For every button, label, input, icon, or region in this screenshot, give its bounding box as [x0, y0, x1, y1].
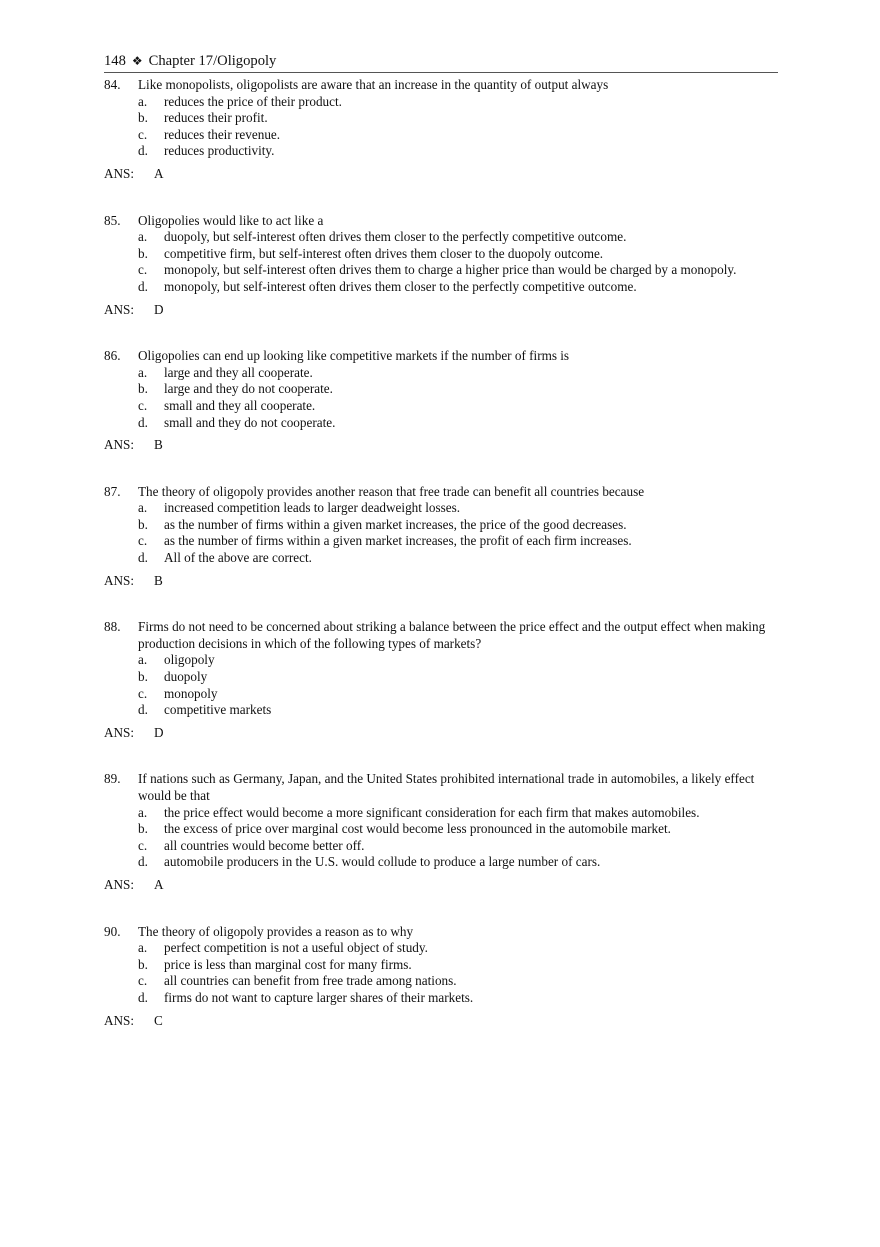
option-text: monopoly, but self-interest often drives them closer to the perfectly competitive outcome. — [164, 278, 637, 294]
option-list — [138, 229, 778, 295]
answer-line — [104, 1013, 778, 1030]
answer-line — [104, 437, 778, 454]
question-block — [104, 924, 778, 1030]
answer-option — [138, 990, 778, 1007]
answer-option — [138, 517, 778, 534]
question-text: The theory of oligopoly provides a reason as to why — [138, 923, 414, 939]
option-text: all countries can benefit from free trade among nations. — [164, 973, 457, 989]
question-stem — [104, 213, 778, 230]
question-stem — [104, 484, 778, 501]
answer-option — [138, 279, 778, 296]
option-text: as the number of firms within a given market increases, the profit of each firm increases. — [164, 533, 632, 549]
option-text: the excess of price over marginal cost would become less pronounced in the automobile market. — [164, 821, 671, 837]
question-stem — [104, 924, 778, 941]
option-text: automobile producers in the U.S. would collude to produce a large number of cars. — [164, 854, 601, 870]
answer-option — [138, 821, 778, 838]
option-text: competitive firm, but self-interest often drives them closer to the duopoly outcome. — [164, 245, 604, 261]
option-text: monopoly — [164, 685, 218, 701]
option-text: All of the above are correct. — [164, 550, 312, 566]
answer-option — [138, 702, 778, 719]
answer-option — [138, 365, 778, 382]
answer-label: ANS: — [104, 301, 135, 317]
option-list — [138, 94, 778, 160]
question-stem — [104, 77, 778, 94]
option-text: perfect competition is not a useful object of study. — [164, 940, 428, 956]
answer-label: ANS: — [104, 1012, 135, 1028]
answer-option — [138, 652, 778, 669]
option-text: increased competition leads to larger deadweight losses. — [164, 500, 461, 516]
option-letter: b. — [138, 821, 148, 837]
answer-option — [138, 415, 778, 432]
option-letter: c. — [138, 685, 148, 701]
option-text: as the number of firms within a given market increases, the price of the good decreases. — [164, 516, 627, 532]
option-text: small and they all cooperate. — [164, 397, 316, 413]
option-letter: d. — [138, 550, 148, 566]
option-letter: a. — [138, 364, 148, 380]
chapter-title: Chapter 17/Oligopoly — [148, 53, 277, 69]
option-text: reduces their revenue. — [164, 126, 281, 142]
answer-option — [138, 940, 778, 957]
answer-option — [138, 246, 778, 263]
answer-option — [138, 973, 778, 990]
question-block — [104, 348, 778, 454]
option-text: oligopoly — [164, 652, 215, 668]
option-letter: c. — [138, 973, 148, 989]
option-letter: d. — [138, 278, 148, 294]
answer-option — [138, 686, 778, 703]
answer-option — [138, 957, 778, 974]
option-text: large and they do not cooperate. — [164, 381, 333, 397]
answer-option — [138, 533, 778, 550]
answer-line — [104, 166, 778, 183]
option-text: the price effect would become a more significant consideration for each firm that makes automobiles. — [164, 804, 700, 820]
option-letter: d. — [138, 143, 148, 159]
option-letter: a. — [138, 500, 148, 516]
question-stem — [104, 619, 778, 652]
answer-option — [138, 127, 778, 144]
option-text: reduces productivity. — [164, 143, 275, 159]
question-spacer — [104, 894, 778, 920]
diamond-icon: ❖ — [131, 54, 143, 68]
option-list — [138, 652, 778, 718]
answer-option — [138, 854, 778, 871]
question-list — [104, 77, 778, 1029]
question-block — [104, 77, 778, 183]
option-letter: b. — [138, 245, 148, 261]
answer-value: B — [154, 437, 163, 453]
option-letter: a. — [138, 652, 148, 668]
question-number: 88. — [104, 619, 121, 635]
option-list — [138, 500, 778, 566]
option-text: competitive markets — [164, 702, 272, 718]
answer-value: D — [154, 301, 164, 317]
option-text: price is less than marginal cost for many firms. — [164, 956, 412, 972]
answer-option — [138, 229, 778, 246]
option-text: duopoly, but self-interest often drives them closer to the perfectly competitive outcome. — [164, 229, 627, 245]
option-letter: a. — [138, 804, 148, 820]
question-text: Oligopolies can end up looking like competitive markets if the number of firms is — [138, 348, 570, 364]
question-spacer — [104, 318, 778, 344]
option-list — [138, 940, 778, 1006]
answer-option — [138, 550, 778, 567]
question-number: 89. — [104, 771, 121, 787]
option-letter: c. — [138, 262, 148, 278]
option-letter: d. — [138, 414, 148, 430]
question-number: 85. — [104, 212, 121, 228]
option-letter: b. — [138, 381, 148, 397]
option-letter: c. — [138, 397, 148, 413]
answer-label: ANS: — [104, 437, 135, 453]
option-letter: b. — [138, 956, 148, 972]
answer-value: A — [154, 876, 164, 892]
option-text: small and they do not cooperate. — [164, 414, 336, 430]
option-letter: b. — [138, 516, 148, 532]
answer-value: C — [154, 1012, 163, 1028]
page — [104, 52, 778, 1029]
option-letter: a. — [138, 229, 148, 245]
option-letter: a. — [138, 93, 148, 109]
option-letter: c. — [138, 126, 148, 142]
question-number: 86. — [104, 348, 121, 364]
answer-label: ANS: — [104, 165, 135, 181]
question-number: 90. — [104, 923, 121, 939]
question-text: Oligopolies would like to act like a — [138, 212, 324, 228]
question-spacer — [104, 741, 778, 767]
question-text: Firms do not need to be concerned about striking a balance between the price effect and the output effect when making production decisions in which of the following types of markets? — [138, 619, 766, 651]
question-text: Like monopolists, oligopolists are aware that an increase in the quantity of output always — [138, 77, 609, 92]
option-text: large and they all cooperate. — [164, 364, 313, 380]
question-text: The theory of oligopoly provides another reason that free trade can benefit all countries because — [138, 483, 645, 499]
option-text: all countries would become better off. — [164, 837, 365, 853]
answer-line — [104, 725, 778, 742]
question-block — [104, 484, 778, 590]
option-text: monopoly, but self-interest often drives them to charge a higher price than would be charged by a monopoly. — [164, 262, 737, 278]
answer-value: B — [154, 572, 163, 588]
question-spacer — [104, 454, 778, 480]
option-text: duopoly — [164, 669, 208, 685]
option-letter: d. — [138, 989, 148, 1005]
question-spacer — [104, 589, 778, 615]
option-text: reduces their profit. — [164, 110, 268, 126]
page-header — [104, 52, 778, 73]
answer-label: ANS: — [104, 724, 135, 740]
question-number: 84. — [104, 77, 121, 92]
question-stem — [104, 348, 778, 365]
answer-line — [104, 877, 778, 894]
answer-option — [138, 398, 778, 415]
option-letter: d. — [138, 702, 148, 718]
answer-option — [138, 805, 778, 822]
question-block — [104, 771, 778, 893]
answer-option — [138, 262, 778, 279]
answer-option — [138, 381, 778, 398]
question-spacer — [104, 183, 778, 209]
answer-value: A — [154, 165, 164, 181]
answer-label: ANS: — [104, 572, 135, 588]
question-number: 87. — [104, 483, 121, 499]
answer-label: ANS: — [104, 876, 135, 892]
option-letter: d. — [138, 854, 148, 870]
answer-value: D — [154, 724, 164, 740]
question-stem — [104, 771, 778, 804]
answer-option — [138, 143, 778, 160]
option-letter: c. — [138, 837, 148, 853]
option-letter: b. — [138, 110, 148, 126]
option-letter: c. — [138, 533, 148, 549]
option-text: firms do not want to capture larger shares of their markets. — [164, 989, 474, 1005]
answer-option — [138, 110, 778, 127]
option-list — [138, 365, 778, 431]
answer-option — [138, 500, 778, 517]
answer-line — [104, 573, 778, 590]
option-letter: a. — [138, 940, 148, 956]
answer-option — [138, 94, 778, 111]
question-block — [104, 213, 778, 319]
answer-option — [138, 669, 778, 686]
page-number: 148 — [104, 53, 126, 69]
option-letter: b. — [138, 669, 148, 685]
question-text: If nations such as Germany, Japan, and the United States prohibited international trade in automobiles, a likely effect would be that — [138, 771, 755, 803]
question-block — [104, 619, 778, 741]
option-text: reduces the price of their product. — [164, 93, 342, 109]
answer-option — [138, 838, 778, 855]
option-list — [138, 805, 778, 871]
answer-line — [104, 302, 778, 319]
